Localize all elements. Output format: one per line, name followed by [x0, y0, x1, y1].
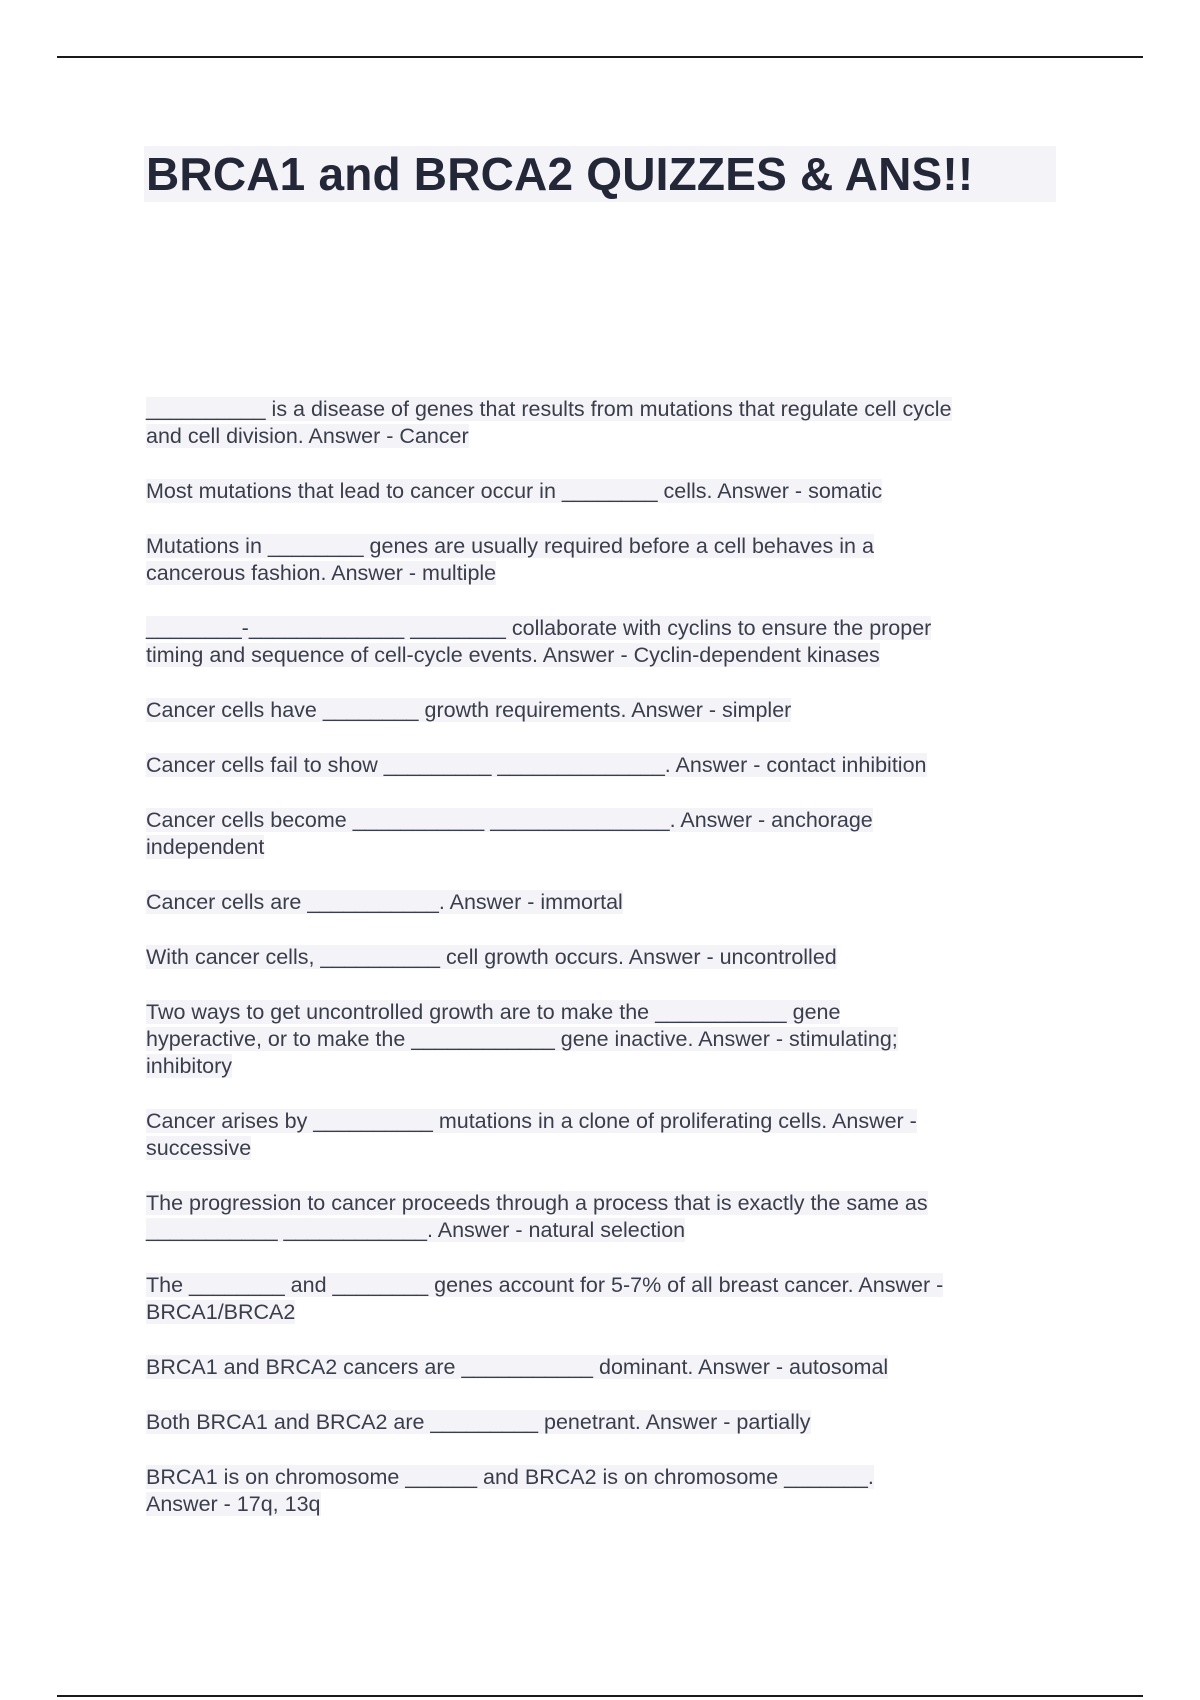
question-line: ________-_____________ ________ collaborate with cyclins to ensure the proper — [146, 616, 932, 640]
question-line: The ________ and ________ genes account for 5-7% of all breast cancer. Answer - — [146, 1273, 944, 1297]
question-line: Cancer cells are ___________. Answer - immortal — [146, 890, 623, 914]
question-line: Cancer cells become ___________ _______________. Answer - anchorage — [146, 808, 873, 832]
question-item — [146, 1190, 1066, 1244]
question-item — [146, 752, 1066, 779]
question-line: cancerous fashion. Answer - multiple — [146, 561, 497, 585]
question-item — [146, 999, 1066, 1080]
question-line: hyperactive, or to make the ____________ gene inactive. Answer - stimulating; — [146, 1027, 898, 1051]
question-item — [146, 1354, 1066, 1381]
question-item — [146, 1409, 1066, 1436]
question-item — [146, 396, 1066, 450]
question-line: Cancer cells have ________ growth requirements. Answer - simpler — [146, 698, 792, 722]
question-line: ___________ ____________. Answer - natural selection — [146, 1218, 686, 1242]
question-item — [146, 478, 1066, 505]
question-line: Mutations in ________ genes are usually required before a cell behaves in a — [146, 534, 874, 558]
question-line: Answer - 17q, 13q — [146, 1492, 321, 1516]
question-item — [146, 615, 1066, 669]
question-line: With cancer cells, __________ cell growth occurs. Answer - uncontrolled — [146, 945, 837, 969]
question-item — [146, 889, 1066, 916]
question-line: independent — [146, 835, 265, 859]
question-line: The progression to cancer proceeds through a process that is exactly the same as — [146, 1191, 928, 1215]
question-line: Both BRCA1 and BRCA2 are _________ penetrant. Answer - partially — [146, 1410, 811, 1434]
question-item — [146, 1108, 1066, 1162]
question-list — [146, 396, 1066, 1546]
question-item — [146, 533, 1066, 587]
question-line: and cell division. Answer - Cancer — [146, 424, 469, 448]
question-line: BRCA1 is on chromosome ______ and BRCA2 is on chromosome _______. — [146, 1465, 874, 1489]
question-item — [146, 697, 1066, 724]
bottom-rule — [57, 1695, 1143, 1697]
question-line: inhibitory — [146, 1054, 233, 1078]
page-title: BRCA1 and BRCA2 QUIZZES & ANS!! — [146, 148, 974, 200]
question-line: Most mutations that lead to cancer occur in ________ cells. Answer - somatic — [146, 479, 883, 503]
question-item — [146, 1464, 1066, 1518]
question-item — [146, 944, 1066, 971]
top-rule — [57, 56, 1143, 58]
question-line: Cancer arises by __________ mutations in a clone of proliferating cells. Answer - — [146, 1109, 917, 1133]
question-line: timing and sequence of cell-cycle events. Answer - Cyclin-dependent kinases — [146, 643, 880, 667]
question-line: Cancer cells fail to show _________ ______________. Answer - contact inhibition — [146, 753, 927, 777]
question-item — [146, 1272, 1066, 1326]
question-line: BRCA1 and BRCA2 cancers are ___________ dominant. Answer - autosomal — [146, 1355, 889, 1379]
question-line: __________ is a disease of genes that results from mutations that regulate cell cycle — [146, 397, 952, 421]
question-line: Two ways to get uncontrolled growth are to make the ___________ gene — [146, 1000, 841, 1024]
question-item — [146, 807, 1066, 861]
question-line: successive — [146, 1136, 252, 1160]
question-line: BRCA1/BRCA2 — [146, 1300, 296, 1324]
